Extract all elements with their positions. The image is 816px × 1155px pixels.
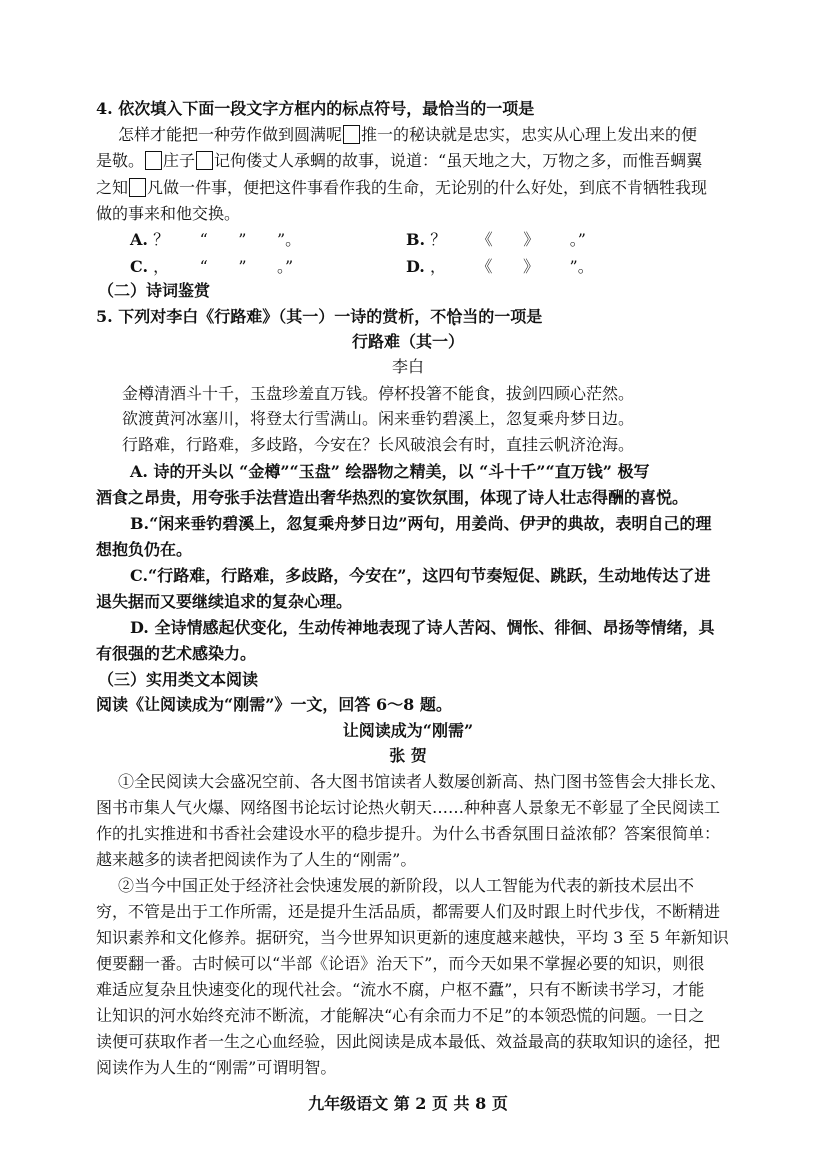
para-1-line-1: ①全民阅读大会盛况空前、各大图书馆读者人数屡创新高、热门图书签售会大排长龙、 <box>118 772 727 791</box>
answer-box <box>343 125 360 144</box>
q5-option-a-line-1: A. 诗的开头以 “金樽”“玉盘” 绘器物之精美，以 “斗十千”“直万钱” 极写 <box>130 462 650 481</box>
q5-option-d-line-1: D. 全诗情感起伏变化，生动传神地表现了诗人苦闷、惆怅、徘徊、昂扬等情绪，具 <box>130 618 715 637</box>
q4-stem: 4. 依次填入下面一段文字方框内的标点符号，最恰当的一项是 <box>96 99 535 118</box>
section-heading-poetry: （二）诗词鉴赏 <box>98 281 211 300</box>
para-1-line-3: 作的扎实推进和书香社会建设水平的稳步提升。为什么书香氛围日益浓郁？答案很简单： <box>96 824 721 843</box>
answer-box <box>196 151 213 170</box>
q5-stem: 5. 下列对李白《行路难》（其一）一诗的赏析，不恰当的一项是 <box>96 307 543 326</box>
q4-option-a: A. ？ “ ” ”。 <box>130 230 302 249</box>
answer-box <box>145 151 162 170</box>
q5-option-b-line-1: B.“闲来垂钓碧溪上，忽复乘舟梦日边”两句，用姜尚、伊尹的典故，表明自己的理 <box>130 514 712 533</box>
para-2-line-6: 让知识的河水始终充沛不断流，才能解决“心有余而力不足”的本领恐慌的问题。一日之 <box>96 1006 705 1025</box>
poem-line-2: 欲渡黄河冰塞川，将登太行雪满山。闲来垂钓碧溪上，忽复乘舟梦日边。 <box>122 409 635 428</box>
q5-option-c-line-2: 退失据而又要继续追求的复杂心理。 <box>96 592 353 611</box>
para-2-line-8: 阅读作为人生的“刚需”可谓明智。 <box>96 1058 337 1077</box>
article-title: 让阅读成为“刚需” <box>342 721 474 740</box>
article-author: 张 贺 <box>389 746 427 765</box>
para-1-line-4: 越来越多的读者把阅读作为了人生的“刚需”。 <box>96 850 417 869</box>
q5-option-a-line-2: 酒食之昂贵，用夸张手法营造出奢华热烈的宴饮氛围，体现了诗人壮志得酬的喜悦。 <box>96 488 689 507</box>
q4-option-b: B. ？ 《 》 。” <box>406 230 586 249</box>
poem-author: 李白 <box>391 357 424 376</box>
para-2-line-3: 知识素养和文化修养。据研究，当今世界知识更新的速度越来越快，平均 3 至 5 年新知识 <box>96 928 729 947</box>
para-2-line-1: ②当今中国正处于经济社会快速发展的新阶段，以人工智能为代表的新技术层出不 <box>118 876 695 895</box>
para-2-line-7: 读便可获取作者一生之心血经验，因此阅读是成本最低、效益最高的获取知识的途径，把 <box>96 1032 721 1051</box>
q5-option-d-line-2: 有很强的艺术感染力。 <box>96 644 257 663</box>
q4-passage-line-1: 怎样才能把一种劳作做到圆满呢 推一的秘诀就是忠实，忠实从心理上发出来的便 <box>118 125 698 144</box>
para-2-line-5: 难适应复杂且快速变化的现代社会。“流水不腐，户枢不蠹”，只有不断读书学习，才能 <box>96 980 705 999</box>
q5-option-b-line-2: 想抱负仍在。 <box>96 540 193 559</box>
answer-box <box>129 178 146 197</box>
poem-line-1: 金樽清酒斗十千，玉盘珍羞直万钱。停杯投箸不能食，拔剑四顾心茫然。 <box>122 384 635 403</box>
para-2-line-2: 穷，不管是出于工作所需，还是提升生活品质，都需要人们及时跟上时代步伐，不断精进 <box>96 902 721 921</box>
q4-option-c: C. ， “ ” 。” <box>130 257 294 276</box>
q4-passage-line-2: 是敬。 庄子 记佝偻丈人承蜩的故事，说道：“虽天地之大，万物之多，而惟吾蜩翼 <box>96 151 703 170</box>
reading-instruction: 阅读《让阅读成为“刚需”》一文，回答 6～8 题。 <box>96 695 452 714</box>
page-footer: 九年级语文 第 2 页 共 8 页 <box>308 1094 508 1113</box>
section-heading-practical-reading: （三）实用类文本阅读 <box>98 670 259 689</box>
poem-title: 行路难（其一） <box>351 332 464 351</box>
q5-option-c-line-1: C.“行路难，行路难，多歧路，今安在”，这四句节奏短促、跳跃，生动地传达了进 <box>130 566 711 585</box>
q4-passage-line-3: 之知 凡做一件事，便把这件事看作我的生命，无论别的什么好处，到底不肯牺牲我现 <box>96 178 708 197</box>
emphasis-text: 不恰当 <box>430 307 479 326</box>
q4-option-d: D. ， 《 》 ”。 <box>406 257 594 276</box>
poem-line-3: 行路难，行路难，多歧路，今安在？长风破浪会有时，直挂云帆济沧海。 <box>122 435 635 454</box>
para-1-line-2: 图书市集人气火爆、网络图书论坛讨论热火朝天……种种喜人景象无不彰显了全民阅读工 <box>96 798 721 817</box>
para-2-line-4: 便要翻一番。古时候可以“半部《论语》治天下”，而今天如果不掌握必要的知识，则很 <box>96 954 705 973</box>
q4-passage-line-4: 做的事来和他交换。 <box>96 204 241 223</box>
